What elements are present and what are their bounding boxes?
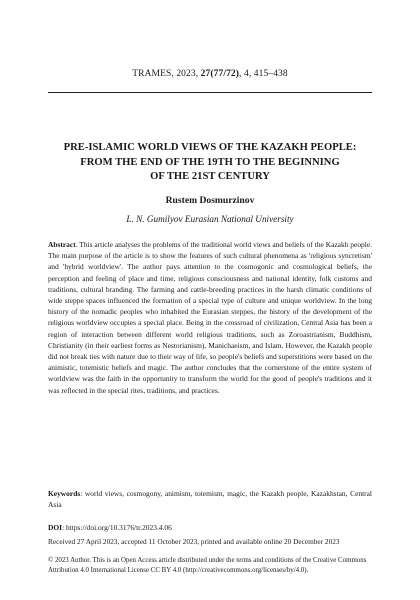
author-name: Rustem Dosmurzinov — [165, 195, 255, 206]
abstract — [48, 239, 372, 396]
received-dates: Received 27 April 2023, accepted 11 October 2023, printed and available online 20 December 2023 — [48, 537, 340, 546]
doi-link[interactable]: : https://doi.org/10.3176/tr.2023.4.06 — [62, 523, 172, 532]
title-line-2: FROM THE END OF THE 19TH TO THE BEGINNING — [80, 156, 340, 168]
journal-volume: 27(77/72) — [200, 69, 240, 79]
doi — [48, 522, 372, 533]
doi-label: DOI — [48, 523, 63, 532]
title-line-1: PRE-ISLAMIC WORLD VIEWS OF THE KAZAKH PEOPLE: — [63, 142, 357, 153]
abstract-label: Abstract — [48, 240, 76, 249]
journal-pages: , 4, 415–438 — [239, 69, 288, 79]
abstract-text: . This article analyses the problems of the traditional world views and beliefs of the Kazakh people. The main purpose of the article is to show the features of such cultural phenomena as 'religious syncretism' and 'hybrid worldview'. The author pays attention to the cosmogonic and cosmological beliefs, the perception and feeling of place and time, religious consciousness and national identity, folk customs and traditions, cultural branding. The farming and cattle-breeding practices in the harsh climatic conditions of wide steppe spaces influenced the formation of a special type of culture and unique worldview. In the long history of the nomadic peoples who inhabited the Eurasian steppes, the history of the development of the religious worldview occupies a special place. Being in the crossroad of civilization, Central Asia has been a region of interaction between different world religious traditions, such as Zoroastrianism, Buddhism, Christianity (in their earliest forms as Nestorianism), Manichaeism, and Islam. However, the Kazakh people did not break ties with nature due to their way of life, so people's beliefs and superstitions were based on the animistic, totemistic beliefs and magic. The author concludes that the cornerstone of the entire system of worldview was the faith in the opportunity to transform the world for the good of people's traditions and it was reflected in the special rites, traditions, and practices. — [48, 240, 372, 395]
keywords-text: : world views, cosmogony, animism, totemism, magic, the Kazakh people, Kazakhstan, Central Asia — [48, 489, 372, 510]
running-head — [48, 69, 372, 79]
author-affiliation: L. N. Gumilyov Eurasian National University — [126, 214, 294, 224]
journal-name: TRAMES, 2023, — [132, 69, 201, 79]
title-line-3: OF THE 21ST CENTURY — [150, 171, 270, 183]
keywords — [48, 488, 372, 510]
article-title — [60, 141, 360, 185]
keywords-label: Keywords — [48, 489, 81, 498]
header-rule — [48, 92, 372, 93]
license-notice: © 2023 Author. This is an Open Access article distributed under the terms and conditions of the Creative Commons Attribution 4.0 International License CC BY 4.0 (http://creativecommons.org/licenses/by/4.0). — [48, 557, 367, 575]
